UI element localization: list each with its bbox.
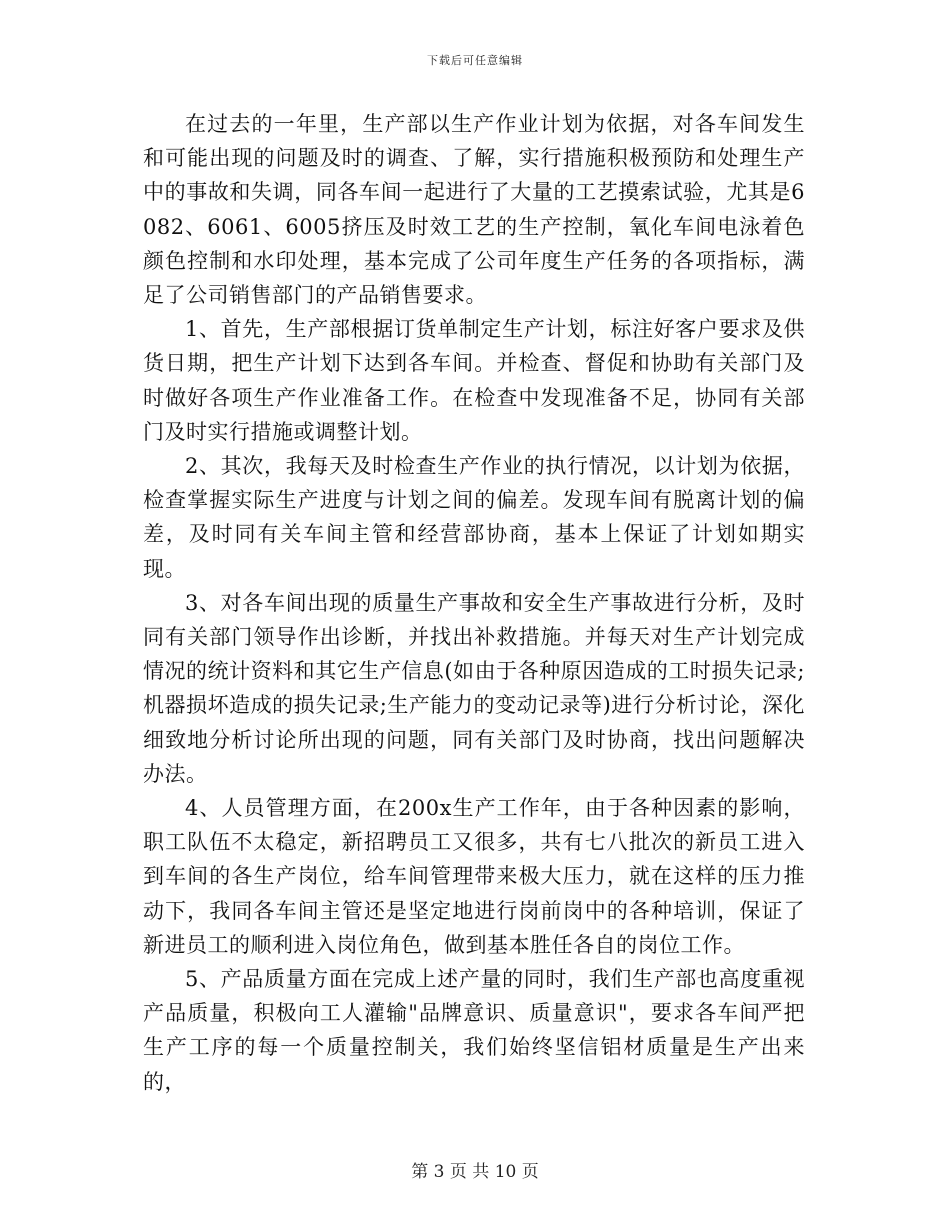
paragraph-item-3: 3、对各车间出现的质量生产事故和安全生产事故进行分析，及时同有关部门领导作出诊断，并找出补救措施。并每天对生产计划完成情况的统计资料和其它生产信息(如由于各种原因造成的工时损失记录;机器损坏造成的损失记录;生产能力的变动记录等)进行分析讨论，深化细致地分析讨论所出现的问题，同有关部门及时协商，找出问题解决办法。: [143, 590, 805, 786]
page-number: 第 3 页 共 10 页: [411, 1162, 539, 1182]
paragraph-item-1: 1、首先，生产部根据订货单制定生产计划，标注好客户要求及供货日期，把生产计划下达到各车间。并检查、督促和协助有关部门及时做好各项生产作业准备工作。在检查中发现准备不足，协同有关部门及时实行措施或调整计划。: [143, 317, 805, 444]
page-header: 下载后可任意编辑: [427, 54, 523, 67]
paragraph-item-2: 2、其次，我每天及时检查生产作业的执行情况，以计划为依据，检查掌握实际生产进度与计划之间的偏差。发现车间有脱离计划的偏差，及时同有关车间主管和经营部协商，基本上保证了计划如期实现。: [143, 454, 805, 581]
page-footer: [0, 1157, 950, 1182]
paragraph-item-5: 5、产品质量方面在完成上述产量的同时，我们生产部也高度重视产品质量，积极向工人灌输"品牌意识、质量意识"，要求各车间严把生产工序的每一个质量控制关，我们始终坚信铝材质量是生产出来的，: [143, 967, 805, 1094]
document-body: [143, 107, 805, 1099]
paragraph-intro: 在过去的一年里，生产部以生产作业计划为依据，对各车间发生和可能出现的问题及时的调查、了解，实行措施积极预防和处理生产中的事故和失调，同各车间一起进行了大量的工艺摸索试验，尤其是6082、6061、6005挤压及时效工艺的生产控制，氧化车间电泳着色颜色控制和水印处理，基本完成了公司年度生产任务的各项指标，满足了公司销售部门的产品销售要求。: [143, 112, 805, 308]
paragraph-item-4: 4、人员管理方面，在200x生产工作年，由于各种因素的影响，职工队伍不太稳定，新招聘员工又很多，共有七八批次的新员工进入到车间的各生产岗位，给车间管理带来极大压力，就在这样的压力推动下，我同各车间主管还是坚定地进行岗前岗中的各种培训，保证了新进员工的顺利进入岗位角色，做到基本胜任各自的岗位工作。: [143, 796, 805, 957]
